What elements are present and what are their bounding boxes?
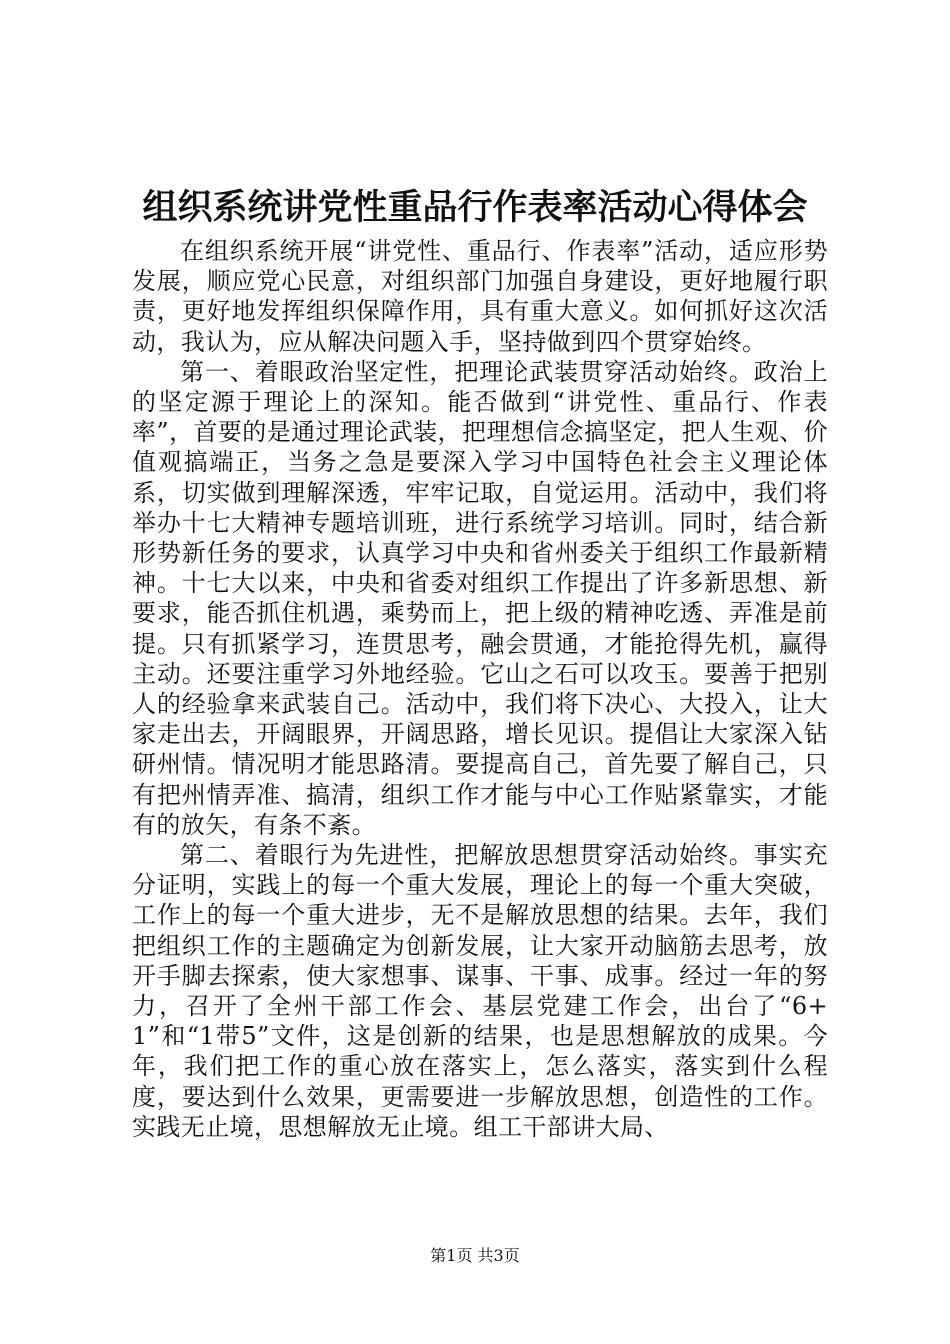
document-body xyxy=(132,236,828,1142)
document-title: 组织系统讲党性重品行作表率活动心得体会 xyxy=(142,187,808,228)
page-number-footer: 第1页 共3页 xyxy=(430,1246,520,1265)
paragraph-first-point: 第一、着眼政治坚定性，把理论武装贯穿活动始终。政治上的坚定源于理论上的深知。能否做到“讲党性、重品行、作表率”，首要的是通过理论武装，把理想信念搞坚定，把人生观、价值观搞端正，当务之急是要深入学习中国特色社会主义理论体系，切实做到理解深透，牢牢记取，自觉运用。活动中，我们将举办十七大精神专题培训班，进行系统学习培训。同时，结合新形势新任务的要求，认真学习中央和省州委关于组织工作最新精神。十七大以来，中央和省委对组织工作提出了许多新思想、新要求，能否抓住机遇，乘势而上，把上级的精神吃透、弄准是前提。只有抓紧学习，连贯思考，融会贯通，才能抢得先机，赢得主动。还要注重学习外地经验。它山之石可以攻玉。要善于把别人的经验拿来武装自己。活动中，我们将下决心、大投入，让大家走出去，开阔眼界，开阔思路，增长见识。提倡让大家深入钻研州情。情况明才能思路清。要提高自己，首先要了解自己，只有把州情弄准、搞清，组织工作才能与中心工作贴紧靠实，才能有的放矢，有条不紊。 xyxy=(132,357,828,839)
paragraph-second-point: 第二、着眼行为先进性，把解放思想贯穿活动始终。事实充分证明，实践上的每一个重大发展，理论上的每一个重大突破，工作上的每一个重大进步，无不是解放思想的结果。去年，我们把组织工作的主题确定为创新发展，让大家开动脑筋去思考，放开手脚去探索，使大家想事、谋事、干事、成事。经过一年的努力，召开了全州干部工作会、基层党建工作会，出台了“6+1”和“1带5”文件，这是创新的结果，也是思想解放的成果。今年，我们把工作的重心放在落实上，怎么落实，落实到什么程度，要达到什么效果，更需要进一步解放思想，创造性的工作。实践无止境，思想解放无止境。组工干部讲大局、 xyxy=(132,841,828,1141)
paragraph-intro: 在组织系统开展“讲党性、重品行、作表率”活动，适应形势发展，顺应党心民意，对组织部门加强自身建设，更好地履行职责，更好地发挥组织保障作用，具有重大意义。如何抓好这次活动，我认为，应从解决问题入手，坚持做到四个贯穿始终。 xyxy=(132,237,828,356)
